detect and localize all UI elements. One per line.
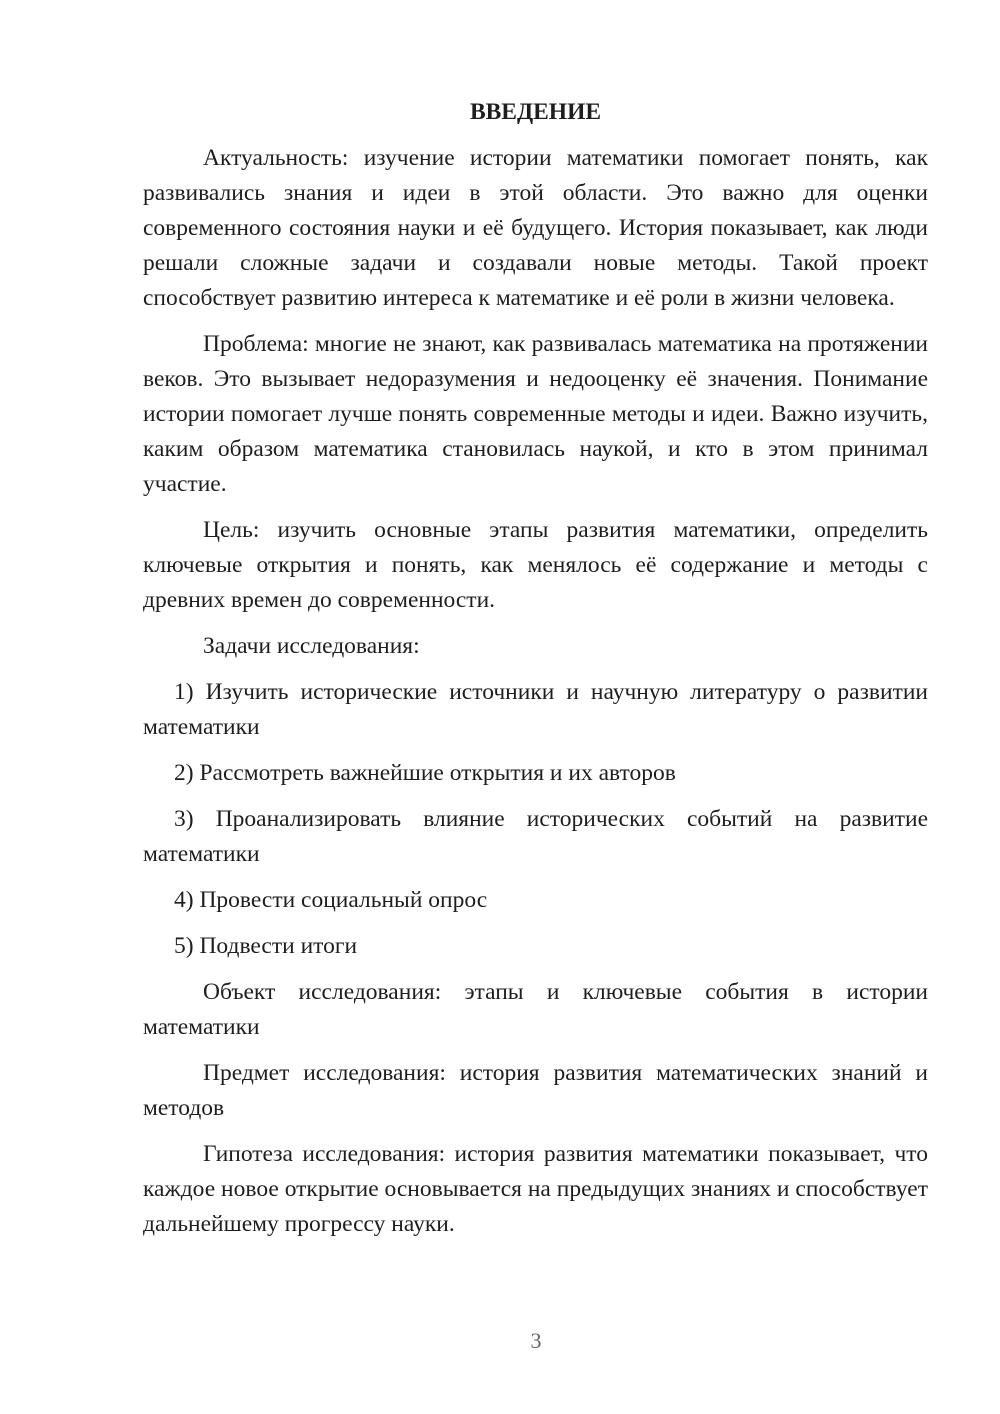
hypothesis-paragraph: Гипотеза исследования: история развития математики показывает, что каждое новое открытие основывается на предыдущих знаниях и способствует дальнейшему прогрессу науки. (143, 1141, 928, 1237)
task-item: 1) Изучить исторические источники и научную литературу о развитии математики (143, 679, 928, 740)
tasks-heading: Задачи исследования: (203, 633, 420, 659)
problem-paragraph: Проблема: многие не знают, как развивалась математика на протяжении веков. Это вызывает недоразумения и недооценку её значения. Понимание истории помогает лучше понять современные методы и идеи. Важно изучить, каким образом математика становилась наукой, и кто в этом принимал участие. (143, 331, 928, 497)
object-paragraph: Объект исследования: этапы и ключевые события в истории математики (143, 979, 928, 1040)
document-body (143, 95, 928, 1253)
goal-paragraph: Цель: изучить основные этапы развития математики, определить ключевые открытия и понять, как менялось её содержание и методы с древних времен до современности. (143, 517, 928, 613)
task-item: 4) Провести социальный опрос (174, 887, 488, 913)
task-item: 5) Подвести итоги (174, 933, 358, 959)
relevance-paragraph: Актуальность: изучение истории математики помогает понять, как развивались знания и идеи в этой области. Это важно для оценки современного состояния науки и её будущего. История показывает, как люди решали сложные задачи и создавали новые методы. Такой проект способствует развитию интереса к математике и её роли в жизни человека. (143, 145, 928, 311)
task-item: 3) Проанализировать влияние исторических событий на развитие математики (143, 806, 928, 867)
page-number: 3 (530, 1328, 542, 1353)
section-title: ВВЕДЕНИЕ (469, 99, 602, 125)
subject-paragraph: Предмет исследования: история развития математических знаний и методов (143, 1060, 928, 1121)
task-item: 2) Рассмотреть важнейшие открытия и их авторов (174, 760, 676, 786)
